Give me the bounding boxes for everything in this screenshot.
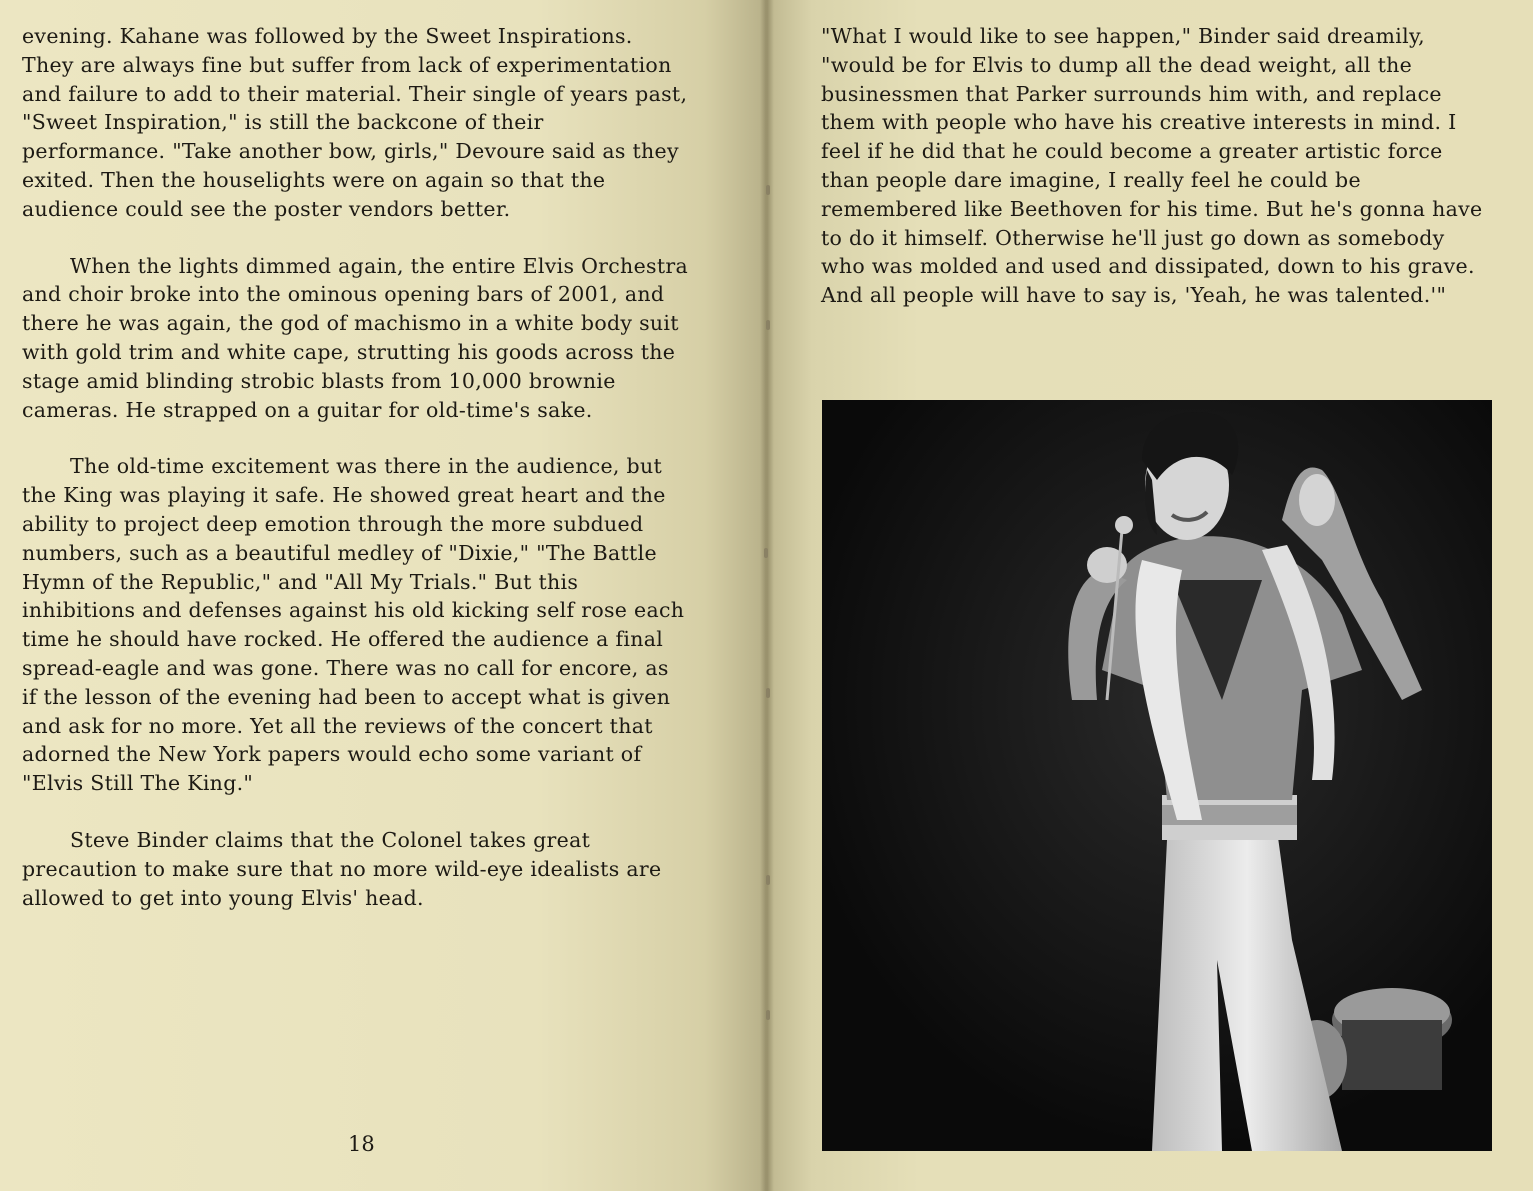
left-page-text: [22, 22, 690, 912]
performer-photo: [822, 400, 1492, 1151]
right-page-text: [821, 22, 1493, 310]
binding-stitch: [764, 548, 768, 558]
binding-stitch: [766, 1010, 770, 1020]
left-page: [0, 0, 766, 1191]
paragraph: "What I would like to see happen," Binder said dreamily, "would be for Elvis to dump all the dead weight, all the businessmen that Parker surrounds him with, and replace them with people who have his creative interests in mind. I feel if he did that he could become a greater artistic force than people dare imagine, I really feel he could be remembered like Beethoven for his time. But he's gonna have to do it himself. Otherwise he'll just go down as somebody who was molded and used and dissipated, down to his grave. And all people will have to say is, 'Yeah, he was talented.'": [821, 24, 1483, 308]
binding-stitch: [766, 185, 770, 195]
binding-stitch: [766, 320, 770, 330]
paragraph: evening. Kahane was followed by the Sweet Inspirations. They are always fine but suffer from lack of experimentation and failure to add to their material. Their single of years past, "Sweet Inspiration," is still the backcone of their performance. "Take another bow, girls," Devoure said as they exited. Then the houselights were on again so that the audience could see the poster vendors better.: [22, 24, 688, 221]
paragraph: The old-time excitement was there in the audience, but the King was playing it safe. He showed great heart and the ability to project deep emotion through the more subdued numbers, such as a beautiful medley of "Dixie," "The Battle Hymn of the Republic," and "All My Trials." But this inhibitions and defenses against his old kicking self rose each time he should have rocked. He offered the audience a final spread-eagle and was gone. There was no call for encore, as if the lesson of the evening had been to accept what is given and ask for no more. Yet all the reviews of the concert that adorned the New York papers would echo some variant of "Elvis Still The King.": [22, 454, 685, 796]
page-number: 18: [348, 1132, 375, 1156]
paragraph: Steve Binder claims that the Colonel takes great precaution to make sure that no more wild-eye idealists are allowed to get into young Elvis' head.: [22, 827, 662, 910]
paragraph: When the lights dimmed again, the entire Elvis Orchestra and choir broke into the ominous opening bars of 2001, and there he was again, the god of machismo in a white body suit with gold trim and white cape, strutting his goods across the stage amid blinding strobic blasts from 10,000 brownie cameras. He strapped on a guitar for old-time's sake.: [22, 253, 688, 422]
performer-photo-image: [822, 400, 1492, 1151]
binding-stitch: [766, 688, 770, 698]
binding-stitch: [766, 875, 770, 885]
